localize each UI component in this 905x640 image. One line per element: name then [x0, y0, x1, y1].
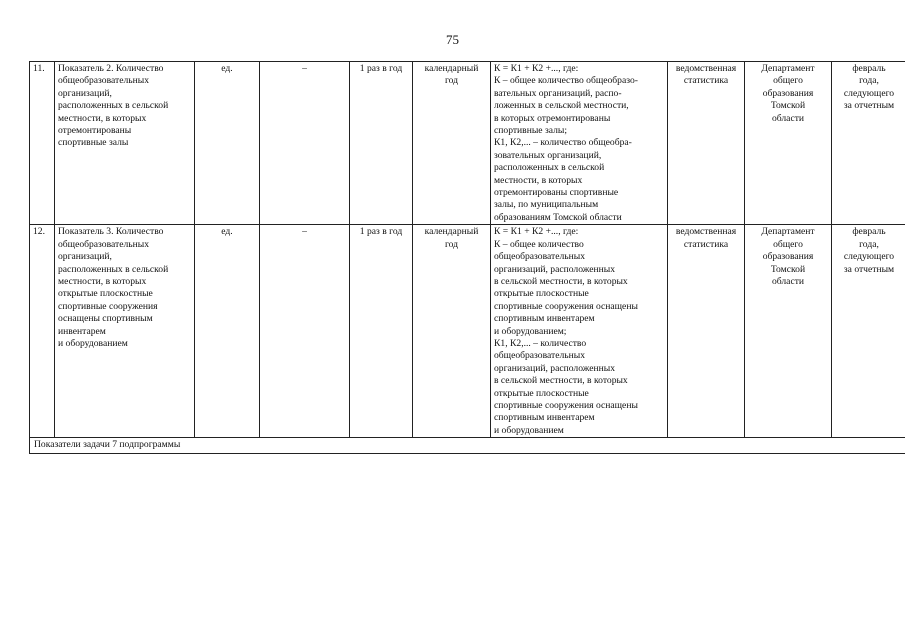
cell-line: календарный [424, 226, 479, 238]
indicator-name [55, 225, 195, 438]
cell-line: организаций, [58, 251, 112, 263]
cell-line: год [444, 75, 459, 87]
cell-line: Томской [770, 263, 806, 275]
cell-line: области [771, 275, 805, 287]
cell-line: спортивные залы [58, 137, 129, 149]
cell-line: оснащены спортивным [58, 313, 153, 325]
cell-line: следующего [843, 87, 895, 99]
cell-line: зовательных организаций, [494, 149, 602, 161]
cell-line: расположенных в сельской [494, 162, 605, 174]
cell-line: Показатель 3. Количество [58, 226, 164, 238]
cell-line: залы, по муниципальным [494, 199, 599, 211]
cell-line: спортивным инвентарем [494, 313, 595, 325]
cell-line: местности, в которых [58, 112, 147, 124]
period-cell [413, 225, 491, 438]
table-row [30, 225, 905, 438]
base-value-cell: – [260, 62, 350, 225]
table-row [30, 62, 905, 225]
cell-line: организаций, расположенных [494, 362, 616, 374]
row-number: 11. [30, 62, 55, 225]
cell-line: открытые плоскостные [494, 387, 589, 399]
cell-line: К = К1 + К2 +..., где: [494, 226, 579, 238]
source-cell [668, 225, 745, 438]
cell-line: спортивные сооружения оснащены [494, 300, 638, 312]
cell-line: образования [762, 251, 814, 263]
cell-line: местности, в которых [58, 275, 147, 287]
deadline-cell [832, 225, 905, 438]
cell-line: статистика [683, 75, 729, 87]
cell-line: следующего [843, 251, 895, 263]
cell-line: и оборудованием; [494, 325, 567, 337]
cell-line: Департамент [761, 226, 815, 238]
cell-line: отремонтированы спортивные [494, 187, 619, 199]
cell-line: ведомственная [675, 63, 737, 74]
row-number: 12. [30, 225, 55, 438]
cell-line: К = К1 + К2 +..., где: [494, 63, 579, 74]
cell-line: спортивные залы; [494, 125, 567, 137]
source-cell [668, 62, 745, 225]
cell-line: за отчетным [843, 100, 895, 112]
cell-line: общеобразовательных [58, 75, 149, 87]
base-value-cell: – [260, 225, 350, 438]
cell-line: в сельской местности, в которых [494, 375, 628, 387]
cell-line: ведомственная [675, 226, 737, 238]
cell-line: спортивные сооружения [58, 300, 158, 312]
cell-line: открытые плоскостные [58, 288, 153, 300]
cell-line: К – общее количество общеобразо- [494, 75, 638, 87]
cell-line: К1, К2,... – количество [494, 337, 587, 349]
frequency-cell: 1 раз в год [350, 62, 413, 225]
cell-line: общеобразовательных [58, 238, 149, 250]
deadline-cell [832, 62, 905, 225]
cell-line: образования [762, 87, 814, 99]
cell-line: и оборудованием [494, 424, 564, 436]
cell-line: вательных организаций, распо- [494, 87, 622, 99]
cell-line: отремонтированы [58, 125, 132, 137]
cell-line: и оборудованием [58, 337, 128, 349]
cell-line: Показатель 2. Количество [58, 63, 164, 74]
cell-line: в сельской местности, в которых [494, 275, 628, 287]
cell-line: февраль [852, 226, 886, 238]
cell-line: образованиям Томской области [494, 211, 622, 223]
cell-line: февраль [852, 63, 886, 74]
cell-line: области [771, 112, 805, 124]
cell-line: общеобразовательных [494, 251, 585, 263]
cell-line: инвентарем [58, 325, 106, 337]
unit-cell: ед. [195, 225, 260, 438]
cell-line: спортивным инвентарем [494, 412, 595, 424]
cell-line: местности, в которых [494, 174, 583, 186]
method-cell [491, 225, 668, 438]
responsible-cell [745, 225, 832, 438]
frequency-cell: 1 раз в год [350, 225, 413, 438]
indicator-name [55, 62, 195, 225]
cell-line: статистика [683, 238, 729, 250]
cell-line: спортивные сооружения оснащены [494, 399, 638, 411]
cell-line: организаций, [58, 87, 112, 99]
indicators-table [29, 61, 905, 454]
page-number: 75 [446, 32, 459, 47]
cell-line: за отчетным [843, 263, 895, 275]
cell-line: К1, К2,... – количество общеобра- [494, 137, 632, 149]
cell-line: К – общее количество [494, 238, 584, 250]
cell-line: расположенных в сельской [58, 100, 169, 112]
cell-line: года, [859, 75, 879, 87]
cell-line: открытые плоскостные [494, 288, 589, 300]
cell-line: год [444, 238, 459, 250]
cell-line: года, [859, 238, 879, 250]
period-cell [413, 62, 491, 225]
responsible-cell [745, 62, 832, 225]
cell-line: календарный [424, 63, 479, 74]
cell-line: общеобразовательных [494, 350, 585, 362]
cell-line: общего [773, 238, 803, 250]
method-cell [491, 62, 668, 225]
cell-line: общего [773, 75, 803, 87]
cell-line: ложенных в сельской местности, [494, 100, 629, 112]
cell-line: в которых отремонтированы [494, 112, 611, 124]
unit-cell: ед. [195, 62, 260, 225]
section-footer-label: Показатели задачи 7 подпрограммы [30, 438, 905, 453]
section-footer-row [30, 438, 905, 453]
cell-line: Департамент [761, 63, 815, 74]
cell-line: организаций, расположенных [494, 263, 616, 275]
table-body [30, 62, 905, 454]
cell-line: расположенных в сельской [58, 263, 169, 275]
cell-line: Томской [770, 100, 806, 112]
